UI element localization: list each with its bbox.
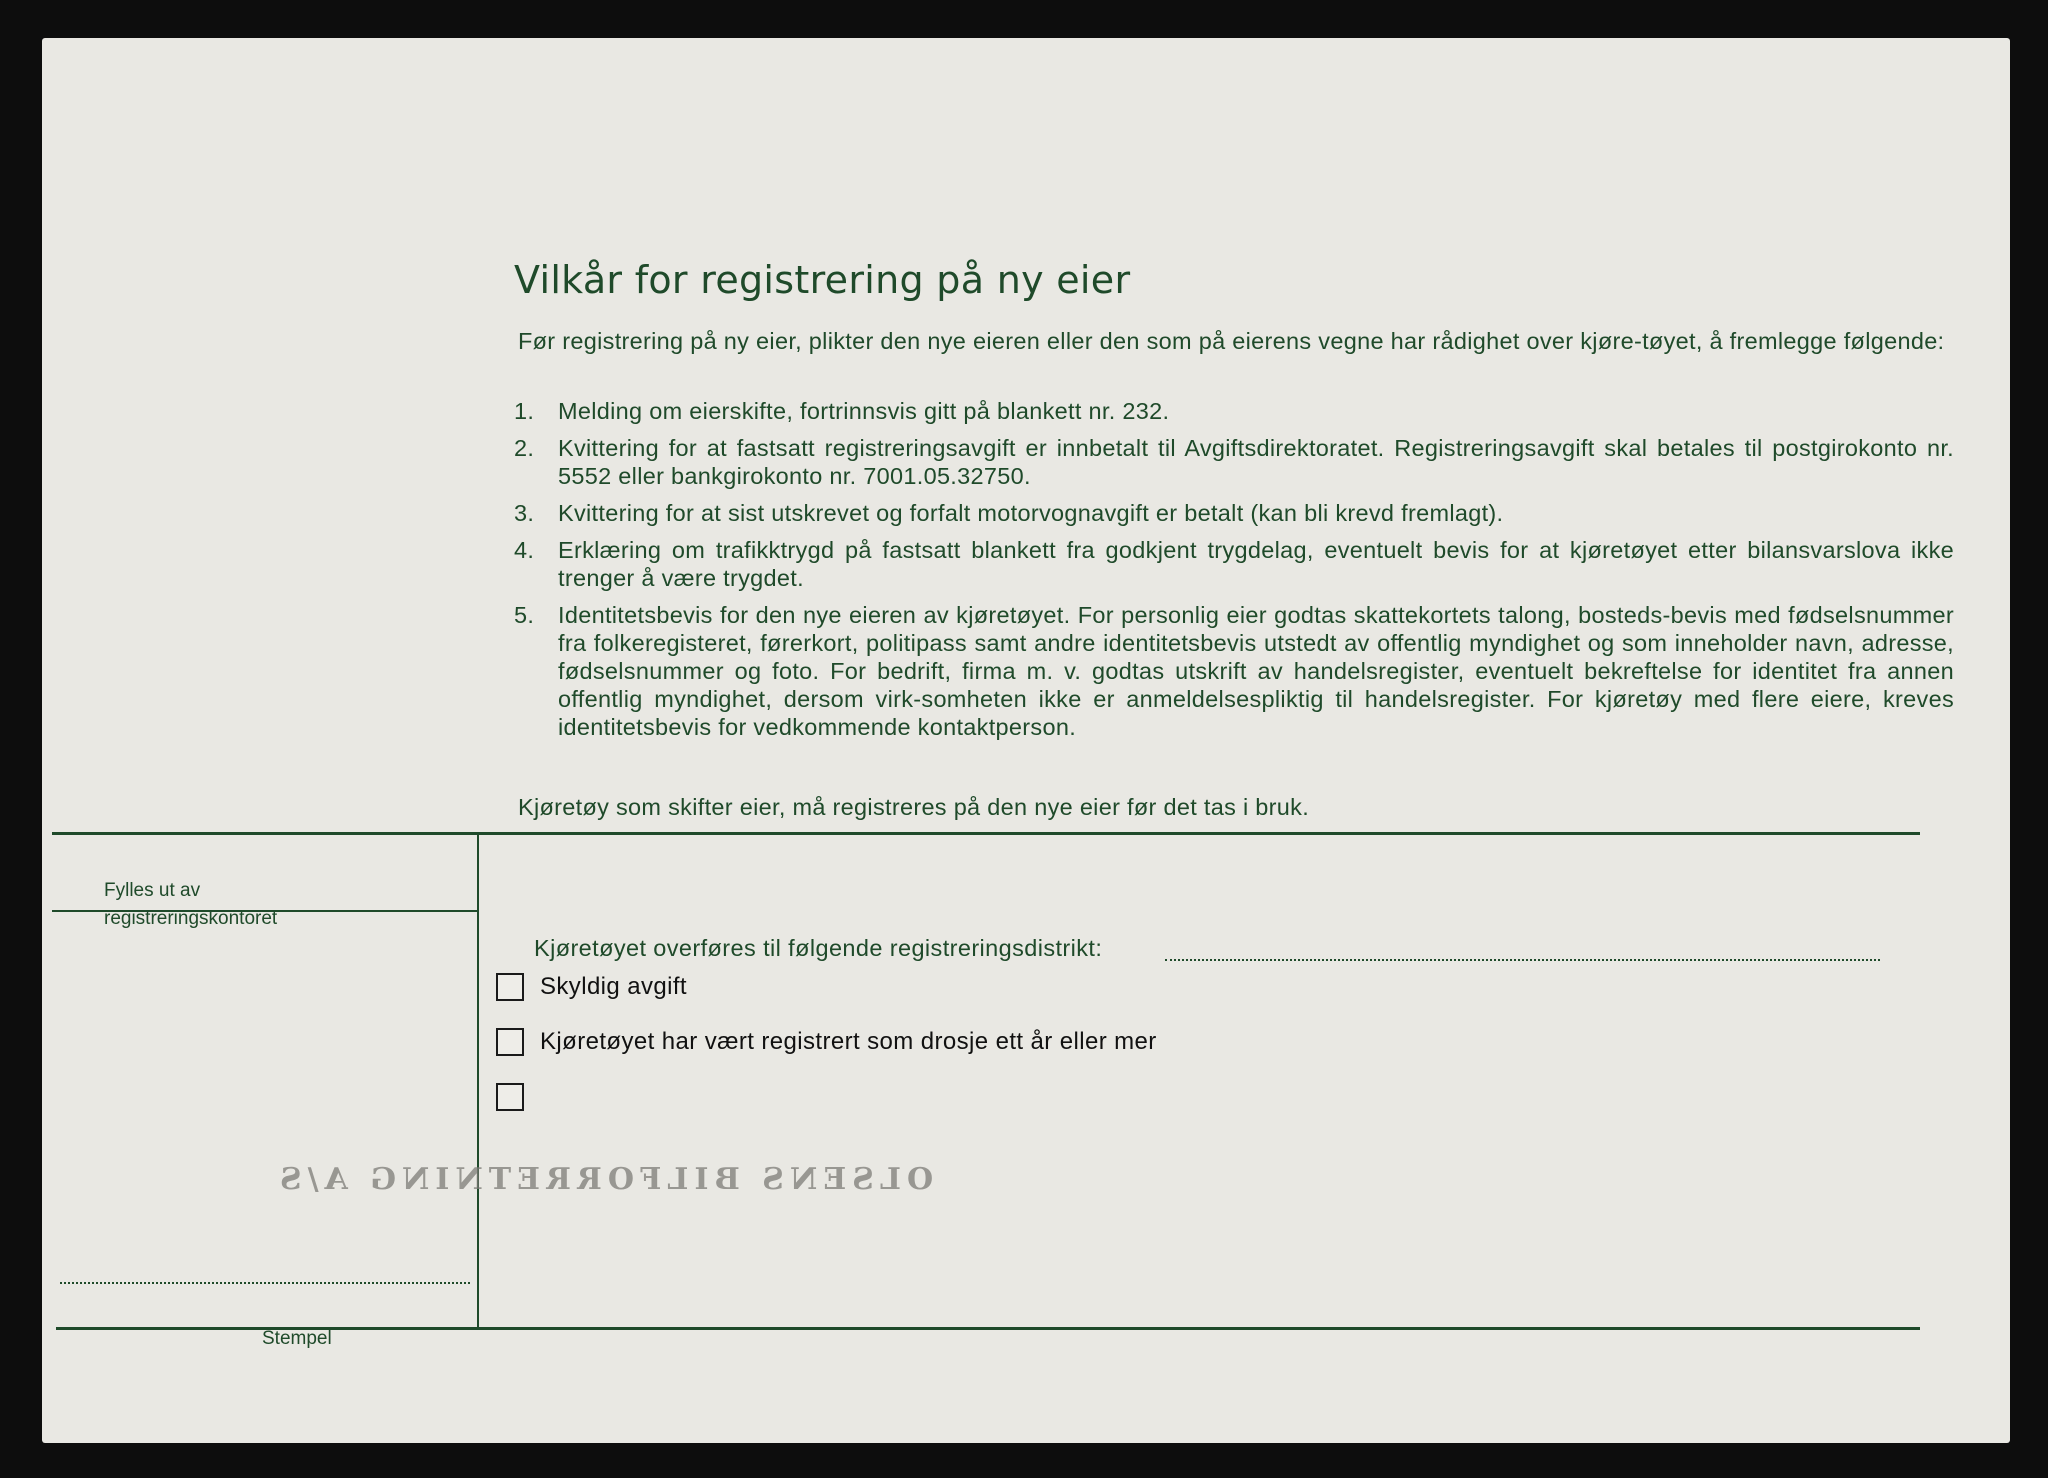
list-item: [514, 499, 1954, 527]
list-item: [514, 536, 1954, 592]
dealer-stamp: OLSENS BILFORRETNING A/S: [274, 1162, 934, 1197]
checkbox[interactable]: [496, 1028, 524, 1056]
list-item: [514, 601, 1954, 741]
item-text: Erklæring om trafikktrygd på fastsatt blankett fra godkjent trygdelag, eventuelt bevis for at kjøretøyet etter bilansvarslova ikke trenger å være trygdet.: [558, 537, 1954, 591]
form-bottom-rule: [56, 1327, 1920, 1330]
form-sheet: [42, 38, 2010, 1443]
closing-note: Kjøretøy som skifter eier, må registreres på den nye eier før det tas i bruk.: [518, 794, 1310, 820]
option-unpaid-fee[interactable]: [496, 973, 687, 1001]
transfer-label: Kjøretøyet overføres til følgende registreringsdistrikt:: [534, 935, 1103, 961]
stamp-label: Stempel: [262, 1328, 332, 1349]
district-input-line[interactable]: [1165, 959, 1880, 961]
stamp-signature-line: [60, 1282, 470, 1284]
option-taxi-registered[interactable]: [496, 1028, 1157, 1056]
checkbox-label: Skyldig avgift: [540, 973, 687, 1000]
item-text: Melding om eierskifte, fortrinnsvis gitt på blankett nr. 232.: [558, 398, 1170, 424]
item-number: 3.: [514, 500, 535, 526]
conditions-list: [514, 397, 1954, 750]
item-number: 5.: [514, 602, 535, 628]
item-number: 4.: [514, 537, 535, 563]
checkbox-label: Kjøretøyet har vært registrert som drosje ett år eller mer: [540, 1028, 1157, 1055]
intro-text: Før registrering på ny eier, plikter den nye eieren eller den som på eierens vegne har rådighet over kjøre-tøyet, å fremlegge følgende:: [518, 328, 1945, 354]
page-title: Vilkår for registrering på ny eier: [514, 258, 1131, 302]
checkbox[interactable]: [496, 1083, 524, 1111]
item-text: Identitetsbevis for den nye eieren av kjøretøyet. For personlig eier godtas skattekortets talong, bosteds-bevis med fødselsnummer fra folkeregisteret, førerkort, politipass samt andre identitetsbevis utstedt av offentlig myndighet og som inneholder navn, adresse, fødselsnummer og foto. For bedrift, firma m. v. godtas utskrift av handelsregister, eventuelt bekreftelse for identitet fra annen offentlig myndighet, dersom virk-somheten ikke er anmeldelsespliktig til handelsregister. For kjøretøy med flere eiere, kreves identitetsbevis for vedkommende kontaktperson.: [558, 602, 1954, 740]
list-item: [514, 434, 1954, 490]
form-column-divider: [477, 834, 479, 1327]
list-item: [514, 397, 1954, 425]
checkbox[interactable]: [496, 973, 524, 1001]
item-text: Kvittering for at sist utskrevet og forfalt motorvognavgift er betalt (kan bli krevd fremlagt).: [558, 500, 1504, 526]
item-number: 2.: [514, 435, 535, 461]
item-number: 1.: [514, 398, 535, 424]
item-text: Kvittering for at fastsatt registreringsavgift er innbetalt til Avgiftsdirektoratet. Registreringsavgift skal betales til postgirokonto nr. 5552 eller bankgirokonto nr. 7001.05.32750.: [558, 435, 1954, 489]
office-box-label: Fylles ut av registreringskontoret: [104, 880, 278, 929]
option-blank[interactable]: [496, 1083, 540, 1111]
form-top-rule: [52, 832, 1920, 835]
